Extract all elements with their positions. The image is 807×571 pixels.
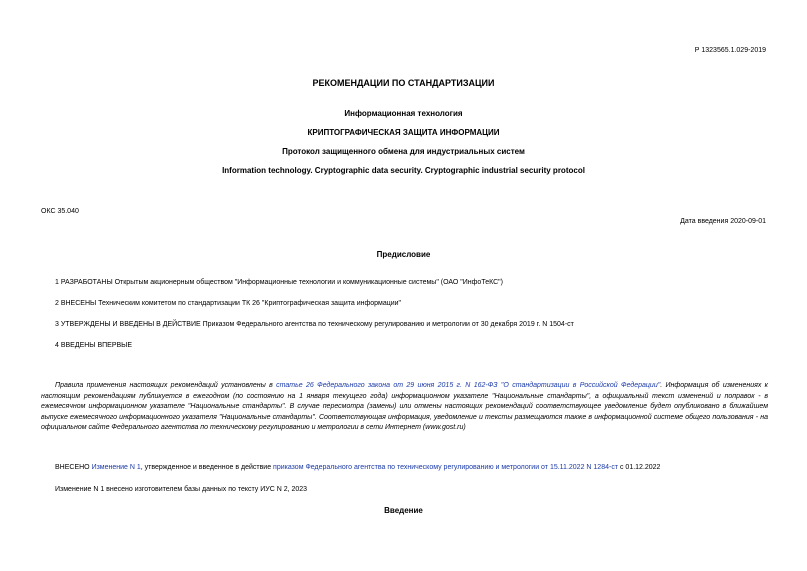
foreword-item-4: 4 ВВЕДЕНЫ ВПЕРВЫЕ — [55, 342, 133, 349]
subtitle-english: Information technology. Cryptographic data security. Cryptographic industrial security protocol — [222, 166, 585, 175]
rules-text-rest: . Информация об изменениях к настоящим рекомендациям публикуется в ежегодном (по состоянию на 1 января текущего года) информационном указателе "Национальные стандарты", а официальный текст изменений и поправок - в ежемесячном информационном указателе "Национальные стандарты". В случае пересмотра (замены) или отмены настоящих рекомендаций соответствующее уведомление будет опубликовано в ближайшем выпуске ежемесячного информационного указателя "Национальные стандарты". Соответствующая информация, уведомление и тексты размещаются также в информационной системе общего пользования - на официальном сайте Федерального агентства по техническому регулированию и метрологии в сети Интернет (www.gost.ru) — [41, 382, 768, 431]
introduction-date: Дата введения 2020-09-01 — [680, 218, 766, 225]
order-link[interactable]: приказом Федерального агентства по техническому регулированию и метрологии от 15.11.2022 N 1284-ст — [273, 464, 619, 471]
oks-code: ОКС 35.040 — [41, 208, 79, 215]
foreword-item-2: 2 ВНЕСЕНЫ Техническим комитетом по стандартизации ТК 26 "Криптографическая защита информации" — [55, 300, 402, 307]
subtitle-crypto: КРИПТОГРАФИЧЕСКАЯ ЗАЩИТА ИНФОРМАЦИИ — [307, 128, 500, 137]
subtitle-info-tech: Информационная технология — [344, 109, 463, 118]
foreword-item-1: 1 РАЗРАБОТАНЫ Открытым акционерным обществом "Информационные технологии и коммуникационные системы" (ОАО "ИнфоТеКС") — [55, 279, 503, 286]
amendment-link[interactable]: Изменение N 1 — [91, 464, 141, 471]
subtitle-protocol: Протокол защищенного обмена для индустриальных систем — [282, 147, 525, 156]
amendment-prefix: ВНЕСЕНО — [55, 464, 92, 471]
rules-paragraph — [41, 381, 768, 434]
foreword-title: Предисловие — [376, 250, 431, 259]
amendment-suffix: с 01.12.2022 — [618, 464, 661, 471]
foreword-item-3: 3 УТВЕРЖДЕНЫ И ВВЕДЕНЫ В ДЕЙСТВИЕ Приказом Федерального агентства по техническому регулированию и метрологии от 30 декабря 2019 г. N 1504-ст — [55, 321, 574, 328]
amendment-middle: , утвержденное и введенное в действие — [140, 464, 274, 471]
document-code: Р 1323565.1.029-2019 — [694, 47, 766, 54]
rules-text-start: Правила применения настоящих рекомендаций установлены в — [55, 382, 277, 389]
amendment-note: Изменение N 1 внесено изготовителем базы данных по тексту ИУС N 2, 2023 — [55, 486, 308, 493]
introduction-title: Введение — [384, 506, 423, 515]
amendment-line — [55, 464, 660, 471]
document-heading: РЕКОМЕНДАЦИИ ПО СТАНДАРТИЗАЦИИ — [312, 78, 495, 88]
federal-law-link[interactable]: статье 26 Федерального закона от 29 июня 2015 г. N 162-ФЗ "О стандартизации в Российской Федерации" — [276, 382, 661, 389]
